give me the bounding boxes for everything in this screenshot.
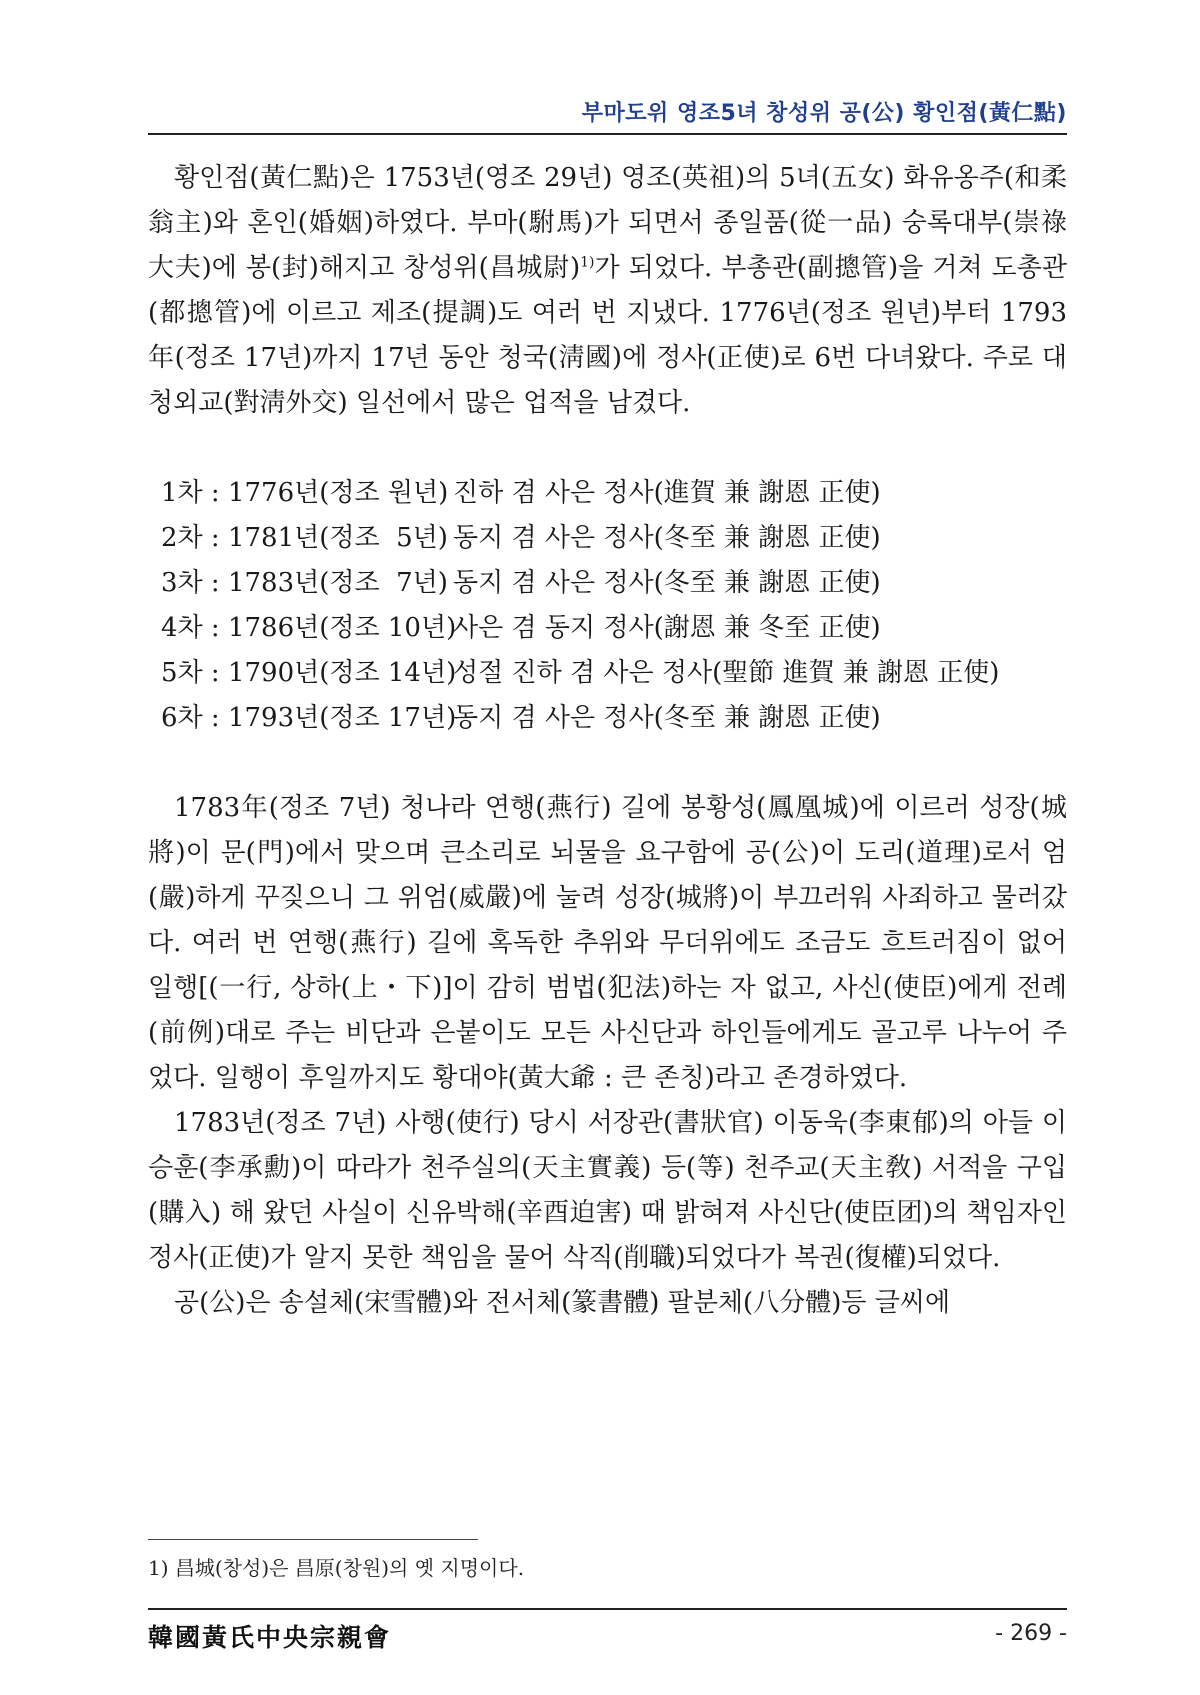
mission-label: 3차 : 1783년(정조 7년)	[161, 568, 448, 598]
body-text	[148, 156, 1067, 1326]
mission-item	[148, 696, 1067, 741]
mission-label: 5차 : 1790년(정조 14년)	[161, 658, 457, 688]
footer-brand: 韓國黃氏中央宗親會	[148, 1623, 392, 1652]
footnote-reference[interactable]: 1)	[580, 254, 595, 271]
mission-label: 4차 : 1786년(정조 10년)	[161, 613, 457, 643]
body-paragraph: 1783年(정조 7년) 청나라 연행(燕行) 길에 봉황성(鳳凰城)에 이르러 성장(城將)이 문(門)에서 맞으며 큰소리로 뇌물을 요구함에 공(公)이 도리(道理)로서 엄(嚴)하게 꾸짖으니 그 위엄(威嚴)에 눌려 성장(城將)이 부끄러워 사죄하고 물러갔다. 여러 번 연행(燕行) 길에 혹독한 추위와 무더위에도 조금도 흐트러짐이 없어 일행[(一行, 상하(上・下)]이 감히 범법(犯法)하는 자 없고, 사신(使臣)에게 전례(前例)대로 주는 비단과 은붙이도 모든 사신단과 하인들에게도 골고루 나누어 주었다. 일행이 후일까지도 황대야(黃大爺 : 큰 존칭)라고 존경하였다.	[148, 793, 1067, 1093]
footer-rule	[148, 1608, 1067, 1610]
mission-title: 동지 겸 사은 정사(冬至 兼 謝恩 正使)	[453, 523, 881, 553]
mission-item	[148, 561, 1067, 606]
intro-paragraph	[148, 156, 1067, 426]
mission-item	[148, 606, 1067, 651]
intro-text-end: 가 되었다. 부총관(副摠管)을 거쳐 도총관(都摠管)에 이르고 제조(提調)도 여러 번 지냈다. 1776년(정조 원년)부터 1793年(정조 17년)까지 17년 동안 청국(淸國)에 정사(正使)로 6번 다녀왔다. 주로 대청외교(對淸外交) 일선에서 많은 업적을 남겼다.	[148, 253, 1067, 418]
body-paragraph: 1783년(정조 7년) 사행(使行) 당시 서장관(書狀官) 이동욱(李東郁)의 아들 이승훈(李承勳)이 따라가 천주실의(天主實義) 등(等) 천주교(天主敎) 서적을 구입(購入) 해 왔던 사실이 신유박해(辛酉迫害) 때 밝혀져 사신단(使臣团)의 책임자인 정사(正使)가 알지 못한 책임을 물어 삭직(削職)되었다가 복권(復權)되었다.	[148, 1108, 1067, 1273]
spacer	[148, 741, 1067, 786]
header-rule	[148, 133, 1067, 135]
footnote: 1) 昌城(창성)은 昌原(창원)의 옛 지명이다.	[148, 1556, 525, 1580]
mission-title: 동지 겸 사은 정사(冬至 兼 謝恩 正使)	[453, 568, 881, 598]
running-header: 부마도위 영조5녀 창성위 공(公) 황인점(黃仁點)	[581, 101, 1067, 126]
mission-title: 성절 진하 겸 사은 정사(聖節 進賀 兼 謝恩 正使)	[453, 658, 1000, 688]
body-paragraph: 공(公)은 송설체(宋雪體)와 전서체(篆書體) 팔분체(八分體)등 글씨에	[174, 1288, 951, 1318]
intro-text-start: 황인점(黃仁點)은 1753년(영조 29년) 영조(英祖)의 5녀(五女) 화유옹주(和柔翁主)와 혼인(婚姻)하였다. 부마(駙馬)가 되면서 종일품(從一品) 숭록대부(崇祿大夫)에 봉(封)해지고 창성위(昌城尉)	[148, 163, 1067, 283]
mission-label: 1차 : 1776년(정조 원년)	[161, 478, 449, 508]
mission-item	[148, 516, 1067, 561]
mission-item	[148, 651, 1067, 696]
mission-item	[148, 471, 1067, 516]
page-number: - 269 -	[995, 1621, 1067, 1646]
mission-title: 동지 겸 사은 정사(冬至 兼 謝恩 正使)	[453, 703, 881, 733]
footnote-rule	[148, 1539, 478, 1540]
mission-title: 진하 겸 사은 정사(進賀 兼 謝恩 正使)	[453, 478, 881, 508]
mission-title: 사은 겸 동지 정사(謝恩 兼 冬至 正使)	[453, 613, 881, 643]
mission-label: 2차 : 1781년(정조 5년)	[161, 523, 448, 553]
mission-list	[148, 471, 1067, 741]
mission-label: 6차 : 1793년(정조 17년)	[161, 703, 457, 733]
spacer	[148, 426, 1067, 471]
